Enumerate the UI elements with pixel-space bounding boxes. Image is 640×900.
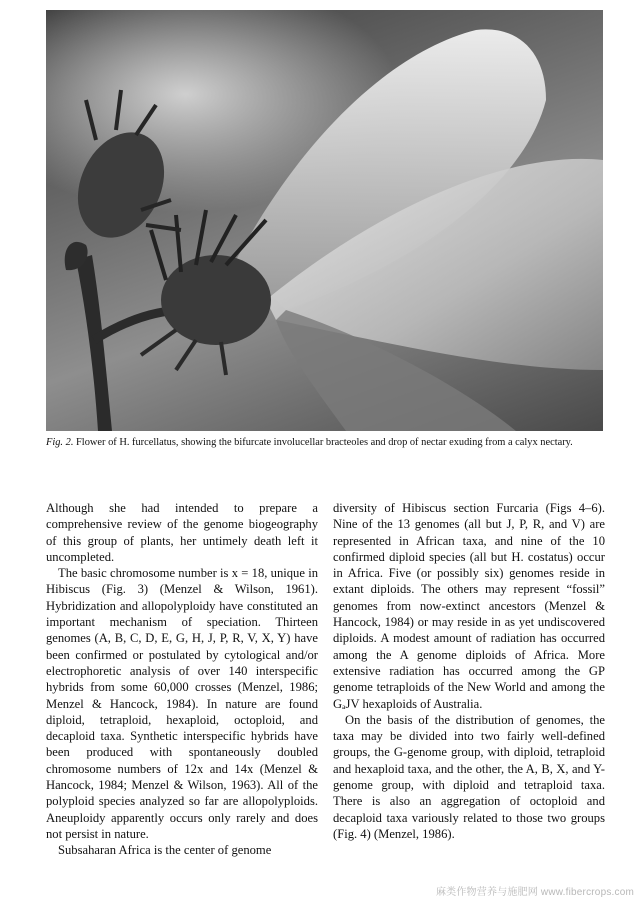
body-paragraph: Subsaharan Africa is the center of genome — [58, 843, 272, 858]
figure-caption-text: Flower of H. furcellatus, showing the bifurcate involucellar bracteoles and drop of nectar exuding from a calyx nectary. — [76, 437, 573, 448]
body-paragraph: Although she had intended to prepare a comprehensive review of the genome biogeography of this group of plants, her untimely death left it uncompleted. — [46, 501, 318, 564]
body-paragraph: diversity of Hibiscus section Furcaria (Figs 4–6). Nine of the 13 genomes (all but J, P, R, and V) are represented in African taxa, and nine of the 10 confirmed diploid species (all but H. costatus) occur in Africa. Five (or possibly six) genomes reside in extant diploids. The others may represent “fossil” genomes from now-extinct ancestors (Menzel & Hancock, 1984) or may reside in as yet undiscovered diploids. A modest amount of radiation has occurred among the A genome diploids of Africa. More extensive radiation has occurred among the GP genome tetraploids of the New World and among the GₐJV hexaploids of Australia. — [333, 501, 605, 711]
body-paragraph: On the basis of the distribution of genomes, the taxa may be divided into two fairly well-defined groups, the G-genome group, with diploid, tetraploid and hexaploid taxa, and the other, the A, B, X, and Y-genome group, with diploid and tetraploid taxa. There is also an aggregation of octoploid and decaploid taxa variously related to those two groups (Fig. 4) (Menzel, 1986). — [333, 712, 605, 841]
flower-illustration — [46, 10, 603, 431]
site-watermark: 麻类作物营养与施肥网 www.fibercrops.com — [435, 887, 634, 898]
text-column-right — [333, 500, 605, 842]
body-paragraph: The basic chromosome number is x = 18, unique in Hibiscus (Fig. 3) (Menzel & Wilson, 1961). Hybridization and allopolyploidy have constituted an important mechanism of speciation. Thirteen genomes (A, B, C, D, E, G, H, J, P, R, V, X, Y) have been confirmed or postulated by cytological and/or electrophoretic analysis of over 140 interspecific hybrids from some 60,000 crosses (Menzel, 1986; Menzel & Hancock, 1984). In nature are found diploid, tetraploid, hexaploid, octoploid, and decaploid taxa. Synthetic interspecific hybrids have been produced with spontaneously doubled chromosome numbers of 12x and 14x (Menzel & Hancock, 1984; Menzel & Wilson, 1963). All of the polyploid species analyzed so far are allopolyploids. Aneuploidy apparently occurs only rarely and does not persist in nature. — [46, 566, 318, 841]
figure-caption — [46, 436, 606, 450]
figure-label: Fig. 2. — [46, 437, 74, 448]
hibiscus-flower-photo — [46, 10, 603, 431]
text-column-left — [46, 500, 318, 859]
